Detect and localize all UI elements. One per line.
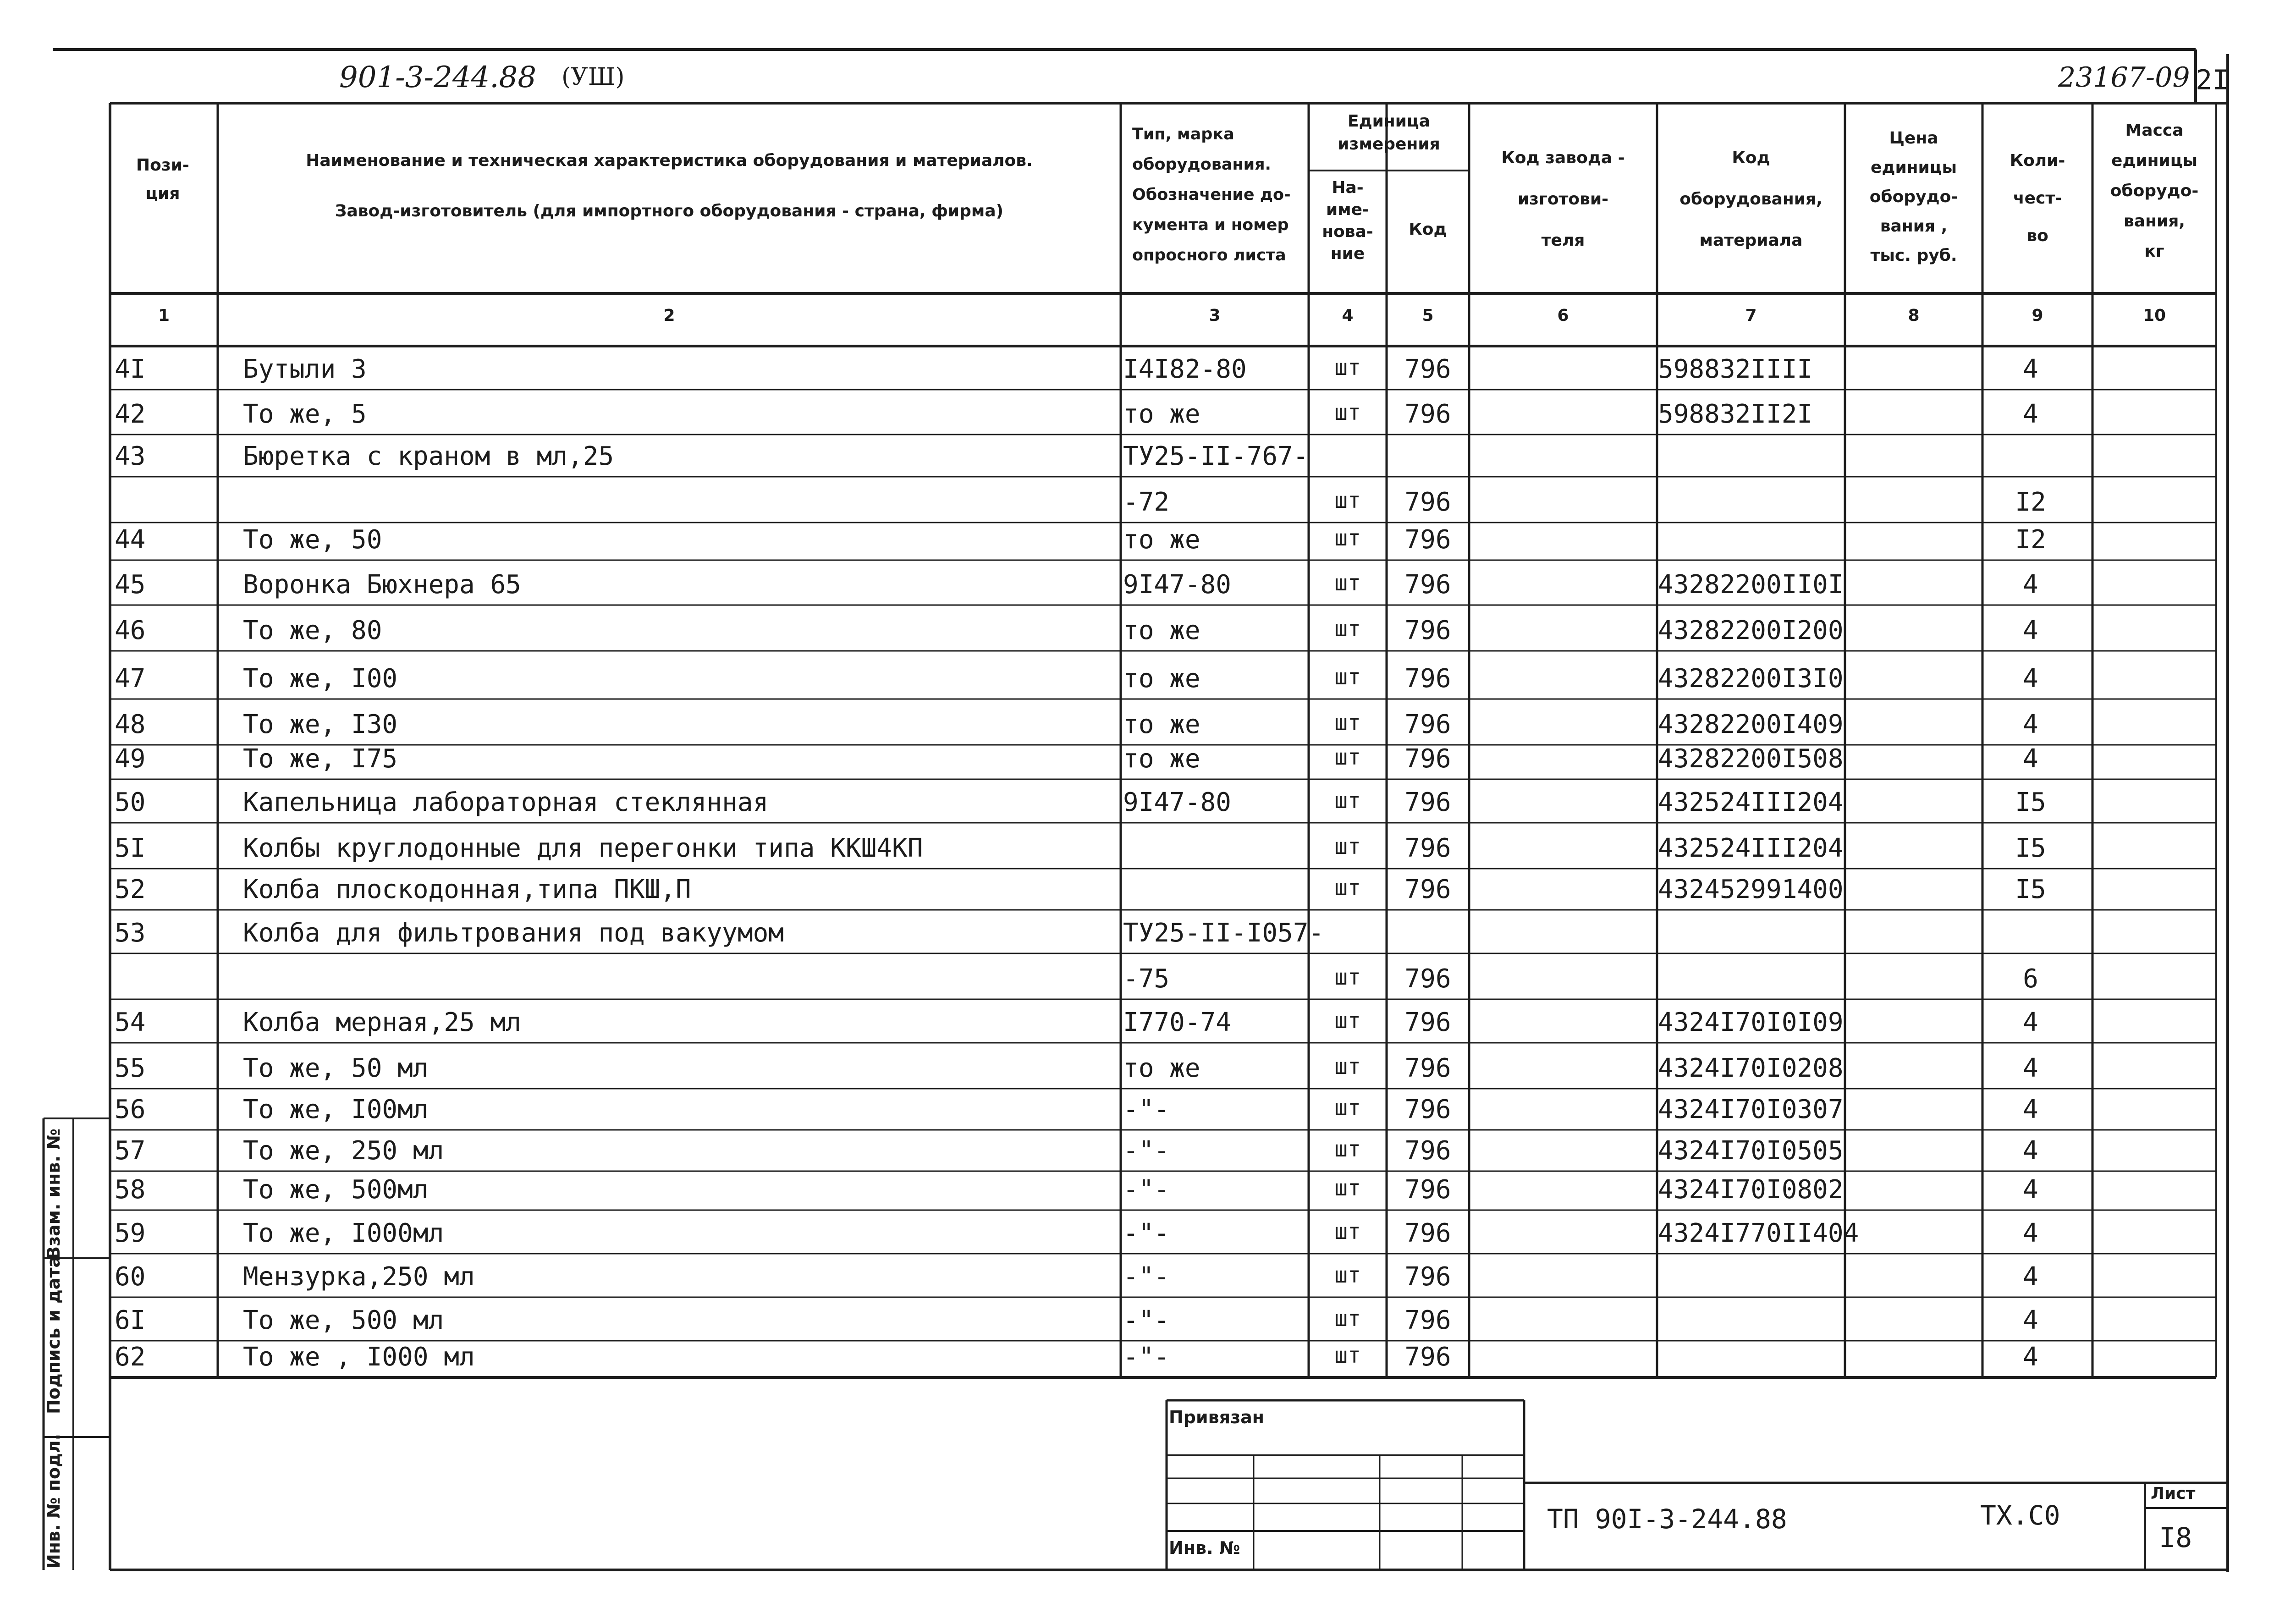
cell-unit-name: шт	[1334, 1095, 1361, 1121]
cell-position: 62	[115, 1342, 146, 1372]
cell-position: 4I	[115, 354, 146, 384]
column-number: 5	[1422, 306, 1434, 325]
header-name-line2: Завод-изготовитель (для импортного оборудования - страна, фирма)	[335, 202, 1004, 220]
project-number-handwritten: 901-3-244.88	[339, 61, 537, 94]
cell-quantity: 4	[2023, 664, 2038, 694]
cell-unit-name: шт	[1334, 570, 1361, 596]
cell-position: 43	[115, 441, 146, 471]
cell-quantity: 4	[2023, 1053, 2038, 1083]
inventory-number-handwritten: 23167-09	[2058, 61, 2190, 94]
cell-type: -"-	[1123, 1218, 1170, 1248]
cell-equipment-code: 4324I770II404	[1658, 1218, 1859, 1248]
cell-equipment-code: 4324I70I0505	[1658, 1136, 1844, 1166]
header-equipment-code: Код оборудования, материала	[1679, 149, 1823, 250]
cell-position: 47	[115, 664, 146, 694]
album-label: (УШ)	[562, 63, 625, 91]
stamp-bound-label: Привязан	[1169, 1407, 1265, 1427]
cell-quantity: 4	[2023, 744, 2038, 774]
cell-unit-name: шт	[1334, 488, 1361, 513]
stamp-sheet-number: I8	[2159, 1522, 2192, 1554]
cell-equipment-code: 4324I70I0208	[1658, 1053, 1844, 1083]
cell-unit-name: шт	[1334, 964, 1361, 990]
cell-type: то же	[1123, 399, 1200, 429]
cell-name: То же, 50 мл	[243, 1053, 429, 1083]
column-number: 8	[1908, 306, 1920, 325]
cell-quantity: 4	[2023, 1175, 2038, 1205]
cell-unit-code: 796	[1404, 1342, 1451, 1372]
header-unit: Единица измерения	[1338, 112, 1440, 154]
cell-quantity: I2	[2015, 525, 2046, 555]
cell-type: -"-	[1123, 1305, 1170, 1335]
header-unit-code: Код	[1409, 220, 1447, 239]
cell-unit-code: 796	[1404, 487, 1451, 517]
cell-quantity: 4	[2023, 354, 2038, 384]
cell-unit-code: 796	[1404, 1218, 1451, 1248]
cell-name: То же, I000мл	[243, 1218, 444, 1248]
cell-unit-name: шт	[1334, 1136, 1361, 1162]
cell-unit-name: шт	[1334, 1054, 1361, 1079]
cell-unit-name: шт	[1334, 875, 1361, 901]
cell-quantity: 4	[2023, 1342, 2038, 1372]
cell-quantity: 4	[2023, 710, 2038, 739]
cell-unit-code: 796	[1404, 354, 1451, 384]
cell-type: I770-74	[1123, 1007, 1232, 1037]
cell-quantity: 4	[2023, 1095, 2038, 1124]
cell-quantity: 4	[2023, 1218, 2038, 1248]
cell-unit-code: 796	[1404, 570, 1451, 600]
cell-name: То же, I30	[243, 710, 398, 739]
column-number: 2	[663, 306, 675, 325]
sidebar-signature-date: Подпись и дата	[44, 1255, 64, 1414]
stamp-section-code: ТХ.С0	[1980, 1500, 2060, 1531]
cell-name: Колба мерная,25 мл	[243, 1007, 521, 1037]
cell-unit-name: шт	[1334, 1175, 1361, 1201]
stamp-inventory-label: Инв. №	[1169, 1538, 1240, 1558]
cell-quantity: 4	[2023, 570, 2038, 600]
cell-unit-name: шт	[1334, 400, 1361, 425]
cell-type: -"-	[1123, 1262, 1170, 1292]
header-position: Пози- ция	[136, 156, 189, 203]
cell-unit-name: шт	[1334, 1262, 1361, 1288]
cell-equipment-code: 43282200II0I	[1658, 570, 1844, 600]
cell-type: -72	[1123, 487, 1170, 517]
cell-equipment-code: 43282200I409	[1658, 710, 1844, 739]
column-number: 6	[1557, 306, 1569, 325]
cell-unit-name: шт	[1334, 525, 1361, 551]
cell-name: Капельница лабораторная стеклянная	[243, 787, 769, 817]
cell-name: То же, I75	[243, 744, 398, 774]
cell-unit-name: шт	[1334, 355, 1361, 380]
cell-name: То же, 50	[243, 525, 382, 555]
cell-position: 46	[115, 616, 146, 645]
cell-equipment-code: 43282200I508	[1658, 744, 1844, 774]
header-name-line1: Наименование и техническая характеристика оборудования и материалов.	[306, 151, 1033, 170]
cell-unit-name: шт	[1334, 616, 1361, 642]
header-plant-code: Код завода - изготови- теля	[1501, 149, 1625, 250]
cell-type: -"-	[1123, 1095, 1170, 1124]
cell-quantity: 4	[2023, 1262, 2038, 1292]
cell-position: 58	[115, 1175, 146, 1205]
cell-type: -"-	[1123, 1342, 1170, 1372]
cell-unit-code: 796	[1404, 1175, 1451, 1205]
cell-position: 60	[115, 1262, 146, 1292]
cell-name: То же , I000 мл	[243, 1342, 475, 1372]
cell-unit-code: 796	[1404, 875, 1451, 904]
cell-unit-name: шт	[1334, 834, 1361, 859]
cell-quantity: I5	[2015, 833, 2046, 863]
cell-quantity: 4	[2023, 1007, 2038, 1037]
cell-type: ТУ25-II-I057-	[1123, 918, 1324, 948]
cell-type: 9I47-80	[1123, 570, 1232, 600]
cell-name: То же, 5	[243, 399, 367, 429]
cell-position: 54	[115, 1007, 146, 1037]
stamp-document-code: ТП 90I-3-244.88	[1547, 1503, 1787, 1535]
cell-position: 50	[115, 787, 146, 817]
cell-unit-name: шт	[1334, 664, 1361, 690]
cell-position: 59	[115, 1218, 146, 1248]
cell-type: то же	[1123, 710, 1200, 739]
cell-name: То же, I00	[243, 664, 398, 694]
cell-position: 5I	[115, 833, 146, 863]
column-number: 9	[2032, 306, 2043, 325]
cell-position: 6I	[115, 1305, 146, 1335]
cell-name: То же, 500 мл	[243, 1305, 444, 1335]
cell-type: 9I47-80	[1123, 787, 1232, 817]
cell-unit-code: 796	[1404, 1136, 1451, 1166]
cell-name: Воронка Бюхнера 65	[243, 570, 521, 600]
cell-name: Бюретка с краном в мл,25	[243, 441, 614, 471]
cell-position: 55	[115, 1053, 146, 1083]
cell-name: Колба для фильтрования под вакуумом	[243, 918, 784, 948]
cell-equipment-code: 598832IIII	[1658, 354, 1813, 384]
cell-unit-name: шт	[1334, 1306, 1361, 1332]
header-price: Цена единицы оборудо- вания , тыс. руб.	[1869, 129, 1958, 265]
sidebar-original-inventory: Инв. № подл.	[44, 1433, 64, 1569]
cell-unit-code: 796	[1404, 664, 1451, 694]
cell-name: Колбы круглодонные для перегонки типа ККШ4КП	[243, 833, 923, 863]
cell-equipment-code: 432524III204	[1658, 833, 1844, 863]
cell-equipment-code: 43282200I200	[1658, 616, 1844, 645]
cell-name: Колба плоскодонная,типа ПКШ,П	[243, 875, 691, 904]
cell-unit-code: 796	[1404, 1095, 1451, 1124]
column-number: 4	[1342, 306, 1354, 325]
cell-quantity: 4	[2023, 616, 2038, 645]
cell-quantity: 4	[2023, 399, 2038, 429]
cell-equipment-code: 4324I70I0802	[1658, 1175, 1844, 1205]
header-unit-name: На- име- нова- ние	[1322, 178, 1373, 263]
cell-type: I4I82-80	[1123, 354, 1247, 384]
cell-type: то же	[1123, 525, 1200, 555]
cell-unit-name: шт	[1334, 1343, 1361, 1368]
cell-position: 45	[115, 570, 146, 600]
cell-unit-name: шт	[1334, 1008, 1361, 1034]
cell-unit-code: 796	[1404, 616, 1451, 645]
header-type: Тип, марка оборудования. Обозначение до- кумента и номер опросного листа	[1132, 125, 1291, 264]
cell-name: То же, 80	[243, 616, 382, 645]
cell-unit-code: 796	[1404, 787, 1451, 817]
cell-quantity: 4	[2023, 1136, 2038, 1166]
cell-equipment-code: 432452991400	[1658, 875, 1844, 904]
cell-unit-code: 796	[1404, 1262, 1451, 1292]
column-number: 3	[1209, 306, 1221, 325]
cell-name: То же, 250 мл	[243, 1136, 444, 1166]
cell-position: 48	[115, 710, 146, 739]
cell-equipment-code: 4324I70I0I09	[1658, 1007, 1844, 1037]
cell-type: ТУ25-II-767-	[1123, 441, 1309, 471]
cell-type: то же	[1123, 664, 1200, 694]
cell-name: То же, 500мл	[243, 1175, 429, 1205]
cell-unit-code: 796	[1404, 710, 1451, 739]
cell-unit-code: 796	[1404, 744, 1451, 774]
sidebar-replacement-inventory: Взам. инв. №	[44, 1129, 64, 1260]
cell-name: Бутыли 3	[243, 354, 367, 384]
cell-unit-code: 796	[1404, 399, 1451, 429]
cell-unit-name: шт	[1334, 1219, 1361, 1244]
cell-position: 42	[115, 399, 146, 429]
sheet-corner-number: 2I	[2196, 64, 2229, 96]
cell-position: 49	[115, 744, 146, 774]
cell-position: 52	[115, 875, 146, 904]
cell-type: -75	[1123, 964, 1170, 994]
cell-position: 57	[115, 1136, 146, 1166]
cell-quantity: 4	[2023, 1305, 2038, 1335]
cell-unit-code: 796	[1404, 1007, 1451, 1037]
cell-equipment-code: 43282200I3I0	[1658, 664, 1844, 694]
cell-type: то же	[1123, 744, 1200, 774]
column-number: 1	[158, 306, 170, 325]
cell-type: -"-	[1123, 1175, 1170, 1205]
cell-equipment-code: 598832II2I	[1658, 399, 1813, 429]
column-number: 10	[2142, 306, 2166, 325]
cell-equipment-code: 4324I70I0307	[1658, 1095, 1844, 1124]
column-number: 7	[1745, 306, 1757, 325]
cell-name: То же, I00мл	[243, 1095, 429, 1124]
cell-quantity: 6	[2023, 964, 2038, 994]
cell-unit-name: шт	[1334, 788, 1361, 814]
cell-type: -"-	[1123, 1136, 1170, 1166]
cell-equipment-code: 432524III204	[1658, 787, 1844, 817]
cell-unit-code: 796	[1404, 833, 1451, 863]
stamp-sheet-label: Лист	[2151, 1484, 2196, 1503]
cell-type: то же	[1123, 1053, 1200, 1083]
cell-unit-name: шт	[1334, 744, 1361, 770]
cell-name: Мензурка,250 мл	[243, 1262, 475, 1292]
header-mass: Масса единицы оборудо- вания, кг	[2110, 121, 2199, 261]
cell-unit-code: 796	[1404, 964, 1451, 994]
cell-quantity: I2	[2015, 487, 2046, 517]
cell-type: то же	[1123, 616, 1200, 645]
cell-unit-code: 796	[1404, 525, 1451, 555]
cell-unit-code: 796	[1404, 1053, 1451, 1083]
cell-unit-name: шт	[1334, 710, 1361, 736]
cell-position: 56	[115, 1095, 146, 1124]
header-quantity: Коли- чест- во	[2010, 151, 2065, 245]
cell-quantity: I5	[2015, 787, 2046, 817]
cell-quantity: I5	[2015, 875, 2046, 904]
cell-unit-code: 796	[1404, 1305, 1451, 1335]
cell-position: 44	[115, 525, 146, 555]
cell-position: 53	[115, 918, 146, 948]
